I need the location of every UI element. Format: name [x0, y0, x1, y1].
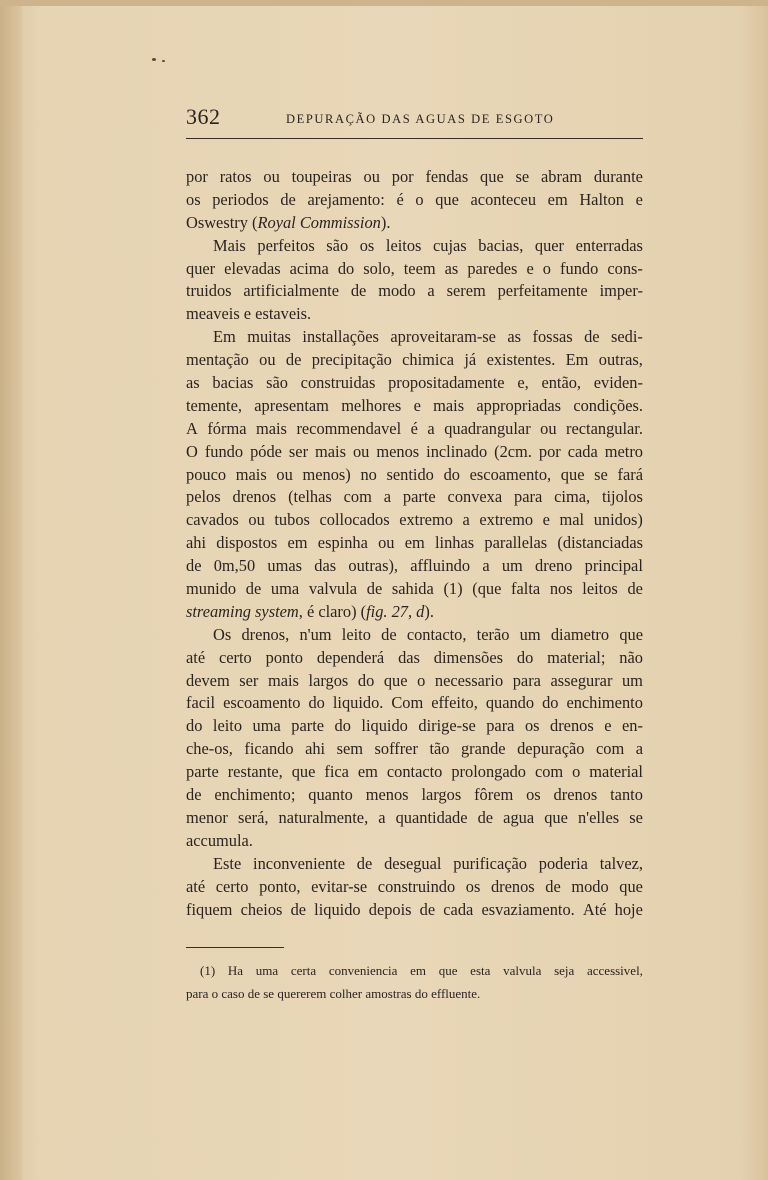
- body-line: Este inconveniente de desegual purificação poderia talvez,: [213, 853, 643, 873]
- body-line: cavados ou tubos collocados extremo a extremo e mal unidos): [186, 510, 643, 530]
- body-line: che-os, ficando ahi sem soffrer tão grande depuração com a: [186, 739, 643, 759]
- body-line: facil escoamento do liquido. Com effeito, quando do enchimento: [186, 693, 643, 713]
- body-line: accumula.: [186, 830, 253, 850]
- footnotes: [186, 960, 643, 1005]
- page-edge-top: [0, 0, 768, 6]
- page-header: [186, 104, 643, 139]
- body-line: até certo ponto dependerá das dimensões do material; não: [186, 647, 643, 667]
- body-line: as bacias são construidas propositadamente e, então, eviden-: [186, 373, 643, 393]
- body-line: streaming system, é claro) (fig. 27, d).: [186, 601, 434, 621]
- page-edge-left: [0, 0, 22, 1180]
- body-line: devem ser mais largos do que o necessario para assegurar um: [186, 670, 643, 690]
- body-line: A fórma mais recommendavel é a quadrangular ou rectangular.: [186, 418, 643, 438]
- body-line: O fundo póde ser mais ou menos inclinado (2cm. por cada metro: [186, 441, 643, 461]
- body-text: [186, 166, 643, 921]
- body-line: de 0m,50 umas das outras), affluindo a um dreno principal: [186, 556, 643, 576]
- body-line: os periodos de arejamento: é o que aconteceu em Halton e: [186, 189, 643, 209]
- running-title: DEPURAÇÃO DAS AGUAS DE ESGOTO: [286, 112, 555, 126]
- body-line: de enchimento; quanto menos largos fôrem os drenos tanto: [186, 785, 643, 805]
- body-line: mentação ou de precipitação chimica já existentes. Em outras,: [186, 350, 643, 370]
- body-line: ahi dispostos em espinha ou em linhas parallelas (distanciadas: [186, 533, 643, 553]
- body-line: temente, apresentam melhores e mais appropriadas condições.: [186, 395, 643, 415]
- footnote-line: (1) Ha uma certa conveniencia em que esta valvula seja accessivel,: [200, 963, 643, 978]
- ink-speck: [162, 60, 165, 62]
- body-line: fiquem cheios de liquido depois de cada esvaziamento. Até hoje: [186, 899, 643, 919]
- body-line: até certo ponto, evitar-se construindo os drenos de modo que: [186, 876, 643, 896]
- body-line: quer elevadas acima do solo, teem as paredes e o fundo cons-: [186, 258, 643, 278]
- footnote-line: para o caso de se quererem colher amostras do effluente.: [186, 985, 481, 1001]
- body-line: parte restante, que fica em contacto prolongado com o material: [186, 762, 643, 782]
- body-line: pouco mais ou menos) no sentido do escoamento, que se fará: [186, 464, 643, 484]
- body-line: pelos drenos (telhas com a parte convexa para cima, tijolos: [186, 487, 643, 507]
- body-line: Os drenos, n'um leito de contacto, terão um diametro que: [213, 624, 643, 644]
- footnote-rule: [186, 947, 284, 948]
- body-line: do leito uma parte do liquido dirige-se para os drenos e en-: [186, 716, 643, 736]
- body-line: Mais perfeitos são os leitos cujas bacias, quer enterradas: [213, 235, 643, 255]
- body-line: por ratos ou toupeiras ou por fendas que se abram durante: [186, 167, 643, 186]
- body-line: menor será, naturalmente, a quantidade de agua que n'elles se: [186, 807, 643, 827]
- ink-speck: [152, 58, 156, 61]
- body-line: Oswestry (Royal Commission).: [186, 212, 391, 232]
- body-line: munido de uma valvula de sahida (1) (que falta nos leitos de: [186, 579, 643, 599]
- body-line: meaveis e estaveis.: [186, 304, 312, 324]
- body-line: truidos artificialmente de modo a serem perfeitamente imper-: [186, 281, 643, 301]
- page-number: 362: [186, 104, 221, 129]
- body-line: Em muitas installações aproveitaram-se as fossas de sedi-: [213, 327, 643, 347]
